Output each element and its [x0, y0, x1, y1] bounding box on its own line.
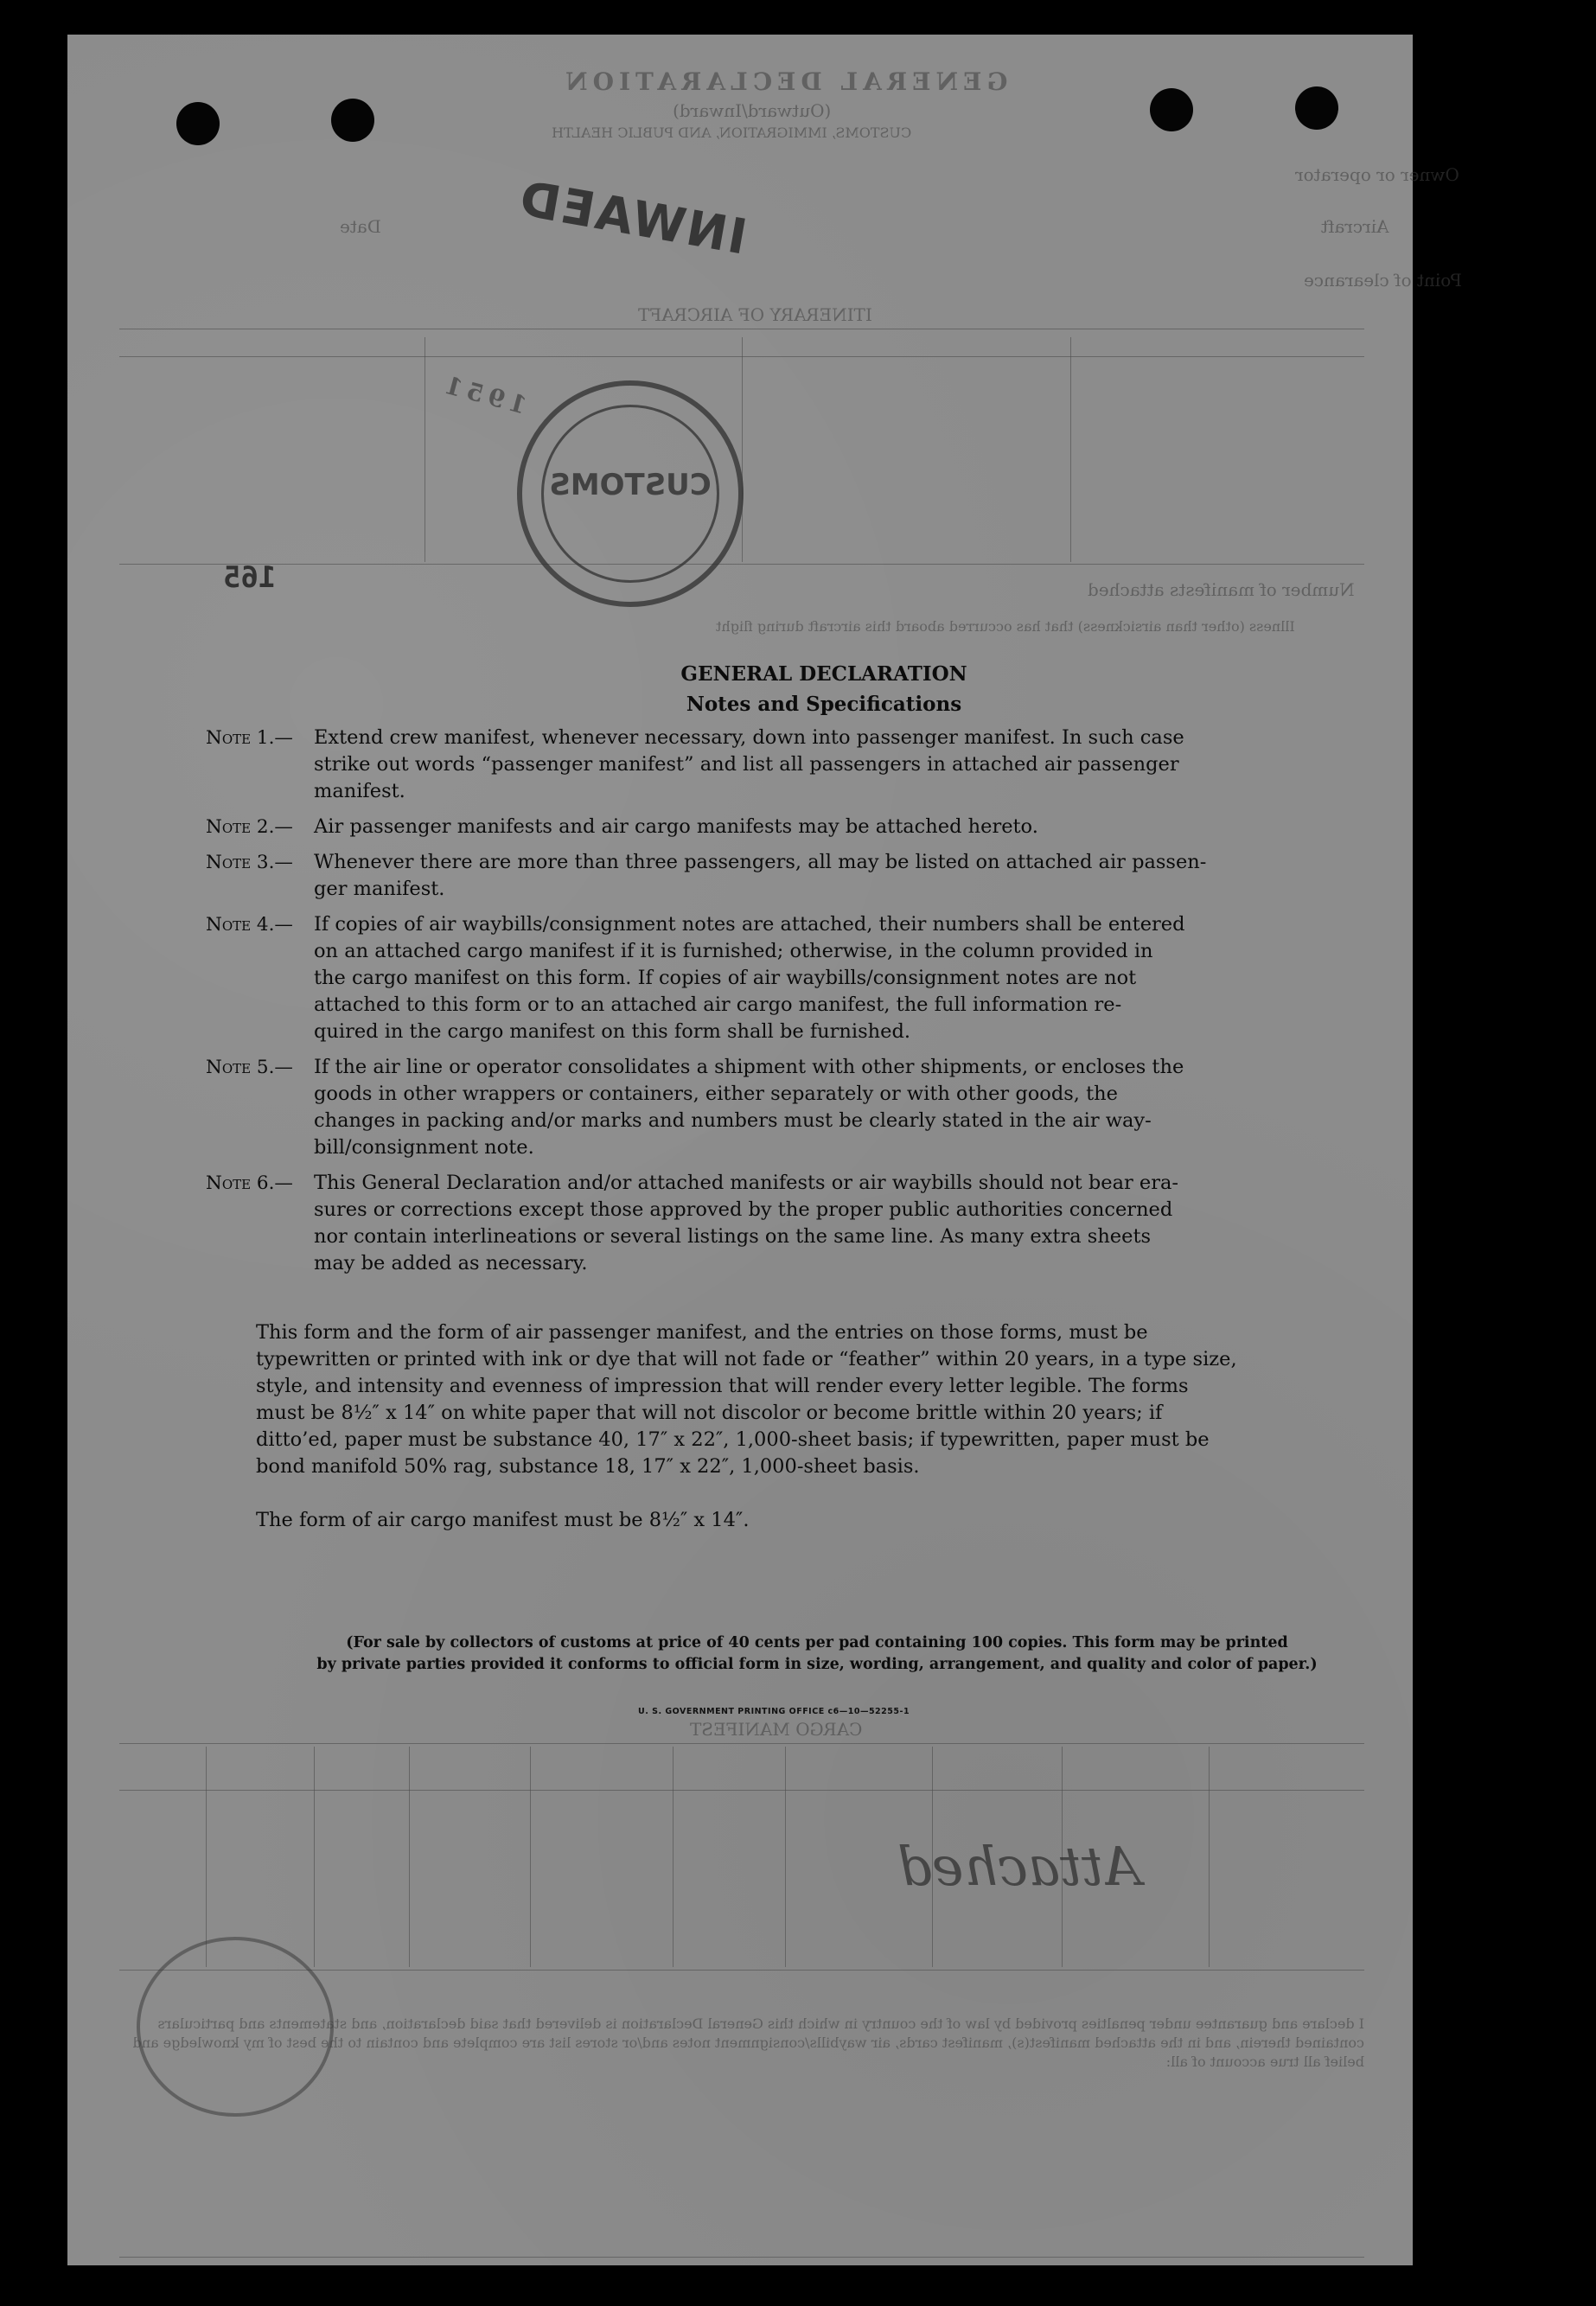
document-sheet: [67, 35, 1462, 2265]
ghost-rule: [119, 1790, 1364, 1791]
ghost-rule: [314, 1747, 315, 1967]
attached-handwriting: Attached: [897, 1835, 1141, 1898]
notes-section: [206, 657, 1364, 1534]
ghost-rule: [1209, 1747, 1210, 1967]
note-6: [206, 1170, 1364, 1277]
number-165: 165: [223, 560, 277, 595]
note-1: [206, 725, 1364, 805]
sale-note: (For sale by collectors of customs at price of 40 cents per pad containing 100 copies. This form may be printed by private parties provided it conforms to official form in size, wording, arrangement, and quality and color of paper.): [316, 1634, 1318, 1673]
inwaed-stamp: INWAED: [514, 170, 751, 266]
ghost-rule: [119, 1743, 1364, 1744]
ghost-rule: [673, 1747, 674, 1967]
note-label: Note 1.—: [206, 727, 293, 749]
ghost-illness-label: Illness (other than airsickness) that has occurred aboard this aircraft during flight: [716, 618, 1295, 635]
ghost-rule: [1070, 337, 1071, 562]
note-2: [206, 814, 1364, 840]
paper-spec-paragraph: [206, 1293, 1364, 1480]
punch-hole-4: [1295, 86, 1338, 130]
ghost-rule: [206, 1747, 207, 1967]
ghost-header-title: GENERAL DECLARATION: [560, 67, 1008, 96]
note-5: [206, 1054, 1364, 1161]
ghost-header-sub: (Outward/Inward): [673, 100, 832, 121]
note-label: Note 4.—: [206, 914, 293, 936]
ghost-stamp-year: 1951: [437, 369, 530, 420]
ghost-cargo-manifest-label: CARGO MANIFEST: [690, 1719, 863, 1740]
punch-hole-2: [331, 99, 374, 142]
customs-stamp-text: CUSTOMS: [549, 468, 712, 502]
ghost-rule: [119, 2257, 1364, 2258]
punch-hole-1: [176, 102, 220, 145]
ghost-date-label: Date: [340, 216, 381, 237]
ghost-manifests-label: Number of manifests attached: [1088, 579, 1355, 600]
ghost-owner-label: Owner or operator: [1295, 164, 1459, 185]
ghost-rule: [785, 1747, 786, 1967]
ghost-point-label: Point of clearance: [1304, 270, 1462, 291]
note-text: If the air line or operator consolidates a shipment with other shipments, or encloses the goods in other wrappers or containers, either separately or with other goods, the changes in packing and/or marks and numbers must be clearly stated in the air way- bill/consignment note.: [314, 1056, 1184, 1159]
ghost-rule: [530, 1747, 531, 1967]
customs-stamp: [517, 380, 744, 607]
cargo-form-spec-paragraph: [206, 1480, 1364, 1534]
printing-office-line: U. S. GOVERNMENT PRINTING OFFICE c6—10—52255-1: [638, 1707, 910, 1716]
cargo-form-spec-text: The form of air cargo manifest must be 8½″ x 14″.: [256, 1509, 750, 1531]
note-3: [206, 849, 1364, 903]
ghost-header-agency: CUSTOMS, IMMIGRATION, AND PUBLIC HEALTH: [552, 125, 912, 141]
paper-spec-text: This form and the form of air passenger manifest, and the entries on those forms, must be typewritten or printed with ink or dye that will not fade or “feather” within 20 years, in a type size, style, and intensity and evenness of impression that will render every letter legible. The forms must be 8½″ x 14″ on white paper that will not discolor or become brittle within 20 years; if ditto’ed, paper must be substance 40, 17″ x 22″, 1,000-sheet basis; if typewritten, paper must be bond manifold 50% rag, substance 18, 17″ x 22″, 1,000-sheet basis.: [256, 1321, 1237, 1478]
note-label: Note 6.—: [206, 1172, 293, 1194]
note-text: This General Declaration and/or attached manifests or air waybills should not bear era- sures or corrections except those approved by the proper public authorities concerned nor contain interlineations or several listings on the same line. As many extra sheets may be added as necessary.: [314, 1172, 1178, 1274]
note-4: [206, 911, 1364, 1045]
ghost-declaration-text: I declare and guarantee under penalties provided by law of the country in which this General Declaration is delivered that said declaration, and statements and particulars contained therein, and in the attached manifest(s), manifest cards, air waybills/consignment notes and/or stores list are complete and contain to the best of my knowledge and belief all true account of all:: [132, 2015, 1364, 2070]
notes-subtitle: Notes and Specifications: [686, 693, 962, 716]
ghost-rule: [119, 564, 1364, 565]
note-text: Whenever there are more than three passengers, all may be listed on attached air passen- ger manifest.: [314, 851, 1207, 900]
note-label: Note 5.—: [206, 1057, 293, 1078]
note-text: If copies of air waybills/consignment notes are attached, their numbers shall be entered on an attached cargo manifest if it is furnished; otherwise, in the column provided in the cargo manifest on this form. If copies of air waybills/consignment notes are not attached to this form or to an attached air cargo manifest, the full information re- quired in the cargo manifest on this form shall be furnished.: [314, 913, 1185, 1043]
note-label: Note 2.—: [206, 816, 293, 838]
note-label: Note 3.—: [206, 852, 293, 873]
note-text: Air passenger manifests and air cargo manifests may be attached hereto.: [314, 815, 1038, 838]
ghost-aircraft-label: Aircraft: [1321, 216, 1389, 237]
ghost-rule: [742, 337, 743, 562]
punch-hole-3: [1150, 88, 1193, 131]
notes-title: GENERAL DECLARATION: [680, 662, 967, 686]
ghost-rule: [409, 1747, 410, 1967]
ghost-itinerary-label: ITINERARY OF AIRCRAFT: [638, 304, 872, 325]
note-text: Extend crew manifest, whenever necessary, down into passenger manifest. In such case strike out words “passenger manifest” and list all passengers in attached air passenger manifest.: [314, 726, 1184, 802]
